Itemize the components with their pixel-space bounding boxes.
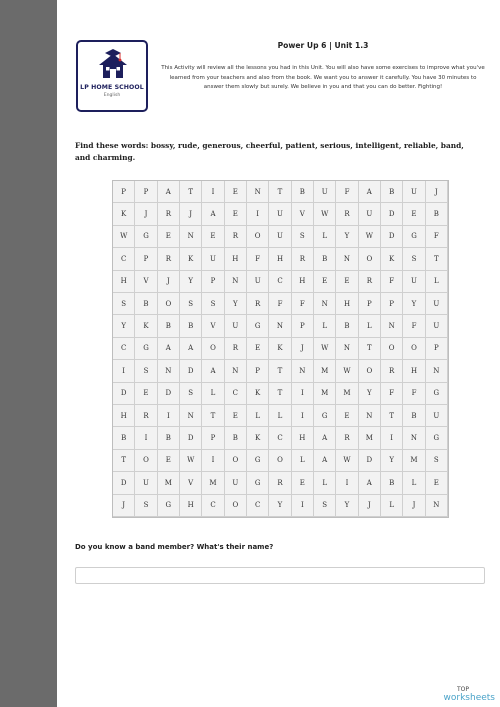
grid-cell[interactable]: I bbox=[292, 405, 314, 427]
grid-cell[interactable]: Y bbox=[180, 271, 202, 293]
grid-cell[interactable]: V bbox=[180, 472, 202, 494]
grid-cell[interactable]: K bbox=[247, 427, 269, 449]
grid-cell[interactable]: D bbox=[180, 427, 202, 449]
grid-cell[interactable]: Y bbox=[269, 495, 291, 517]
grid-cell[interactable]: F bbox=[336, 181, 358, 203]
grid-cell[interactable]: O bbox=[359, 360, 381, 382]
grid-cell[interactable]: H bbox=[336, 293, 358, 315]
grid-cell[interactable]: M bbox=[359, 427, 381, 449]
grid-cell[interactable]: K bbox=[381, 248, 403, 270]
grid-cell[interactable]: A bbox=[202, 360, 224, 382]
grid-cell[interactable]: G bbox=[426, 427, 448, 449]
grid-cell[interactable]: O bbox=[225, 495, 247, 517]
grid-cell[interactable]: U bbox=[225, 472, 247, 494]
word-search-instructions: Find these words: bossy, rude, generous, cheerful, patient, serious, intelligent, reliable, band, and charming. bbox=[75, 141, 464, 162]
grid-cell[interactable]: I bbox=[336, 472, 358, 494]
grid-cell[interactable]: U bbox=[225, 315, 247, 337]
grid-cell[interactable]: F bbox=[269, 293, 291, 315]
grid-cell[interactable]: Y bbox=[113, 315, 135, 337]
grid-cell[interactable]: H bbox=[269, 248, 291, 270]
grid-cell[interactable]: H bbox=[113, 271, 135, 293]
grid-cell[interactable]: R bbox=[336, 203, 358, 225]
grid-cell[interactable]: E bbox=[202, 226, 224, 248]
grid-cell[interactable]: E bbox=[225, 181, 247, 203]
grid-cell[interactable]: M bbox=[202, 472, 224, 494]
grid-cell[interactable]: L bbox=[381, 495, 403, 517]
grid-cell[interactable]: T bbox=[359, 338, 381, 360]
grid-cell[interactable]: J bbox=[292, 338, 314, 360]
grid-cell[interactable]: W bbox=[314, 203, 336, 225]
grid-cell[interactable]: R bbox=[158, 248, 180, 270]
grid-cell[interactable]: H bbox=[180, 495, 202, 517]
grid-cell[interactable]: S bbox=[135, 360, 157, 382]
grid-cell[interactable]: N bbox=[426, 495, 448, 517]
grid-cell[interactable]: J bbox=[180, 203, 202, 225]
grid-cell[interactable]: H bbox=[292, 271, 314, 293]
grid-cell[interactable]: L bbox=[269, 405, 291, 427]
grid-cell[interactable]: I bbox=[247, 203, 269, 225]
grid-cell[interactable]: W bbox=[113, 226, 135, 248]
grid-cell[interactable]: S bbox=[403, 248, 425, 270]
grid-cell[interactable]: G bbox=[135, 338, 157, 360]
grid-cell[interactable]: D bbox=[158, 383, 180, 405]
grid-cell[interactable]: R bbox=[247, 293, 269, 315]
grid-cell[interactable]: E bbox=[336, 271, 358, 293]
grid-cell[interactable]: C bbox=[269, 271, 291, 293]
grid-cell[interactable]: N bbox=[314, 293, 336, 315]
grid-cell[interactable]: V bbox=[202, 315, 224, 337]
grid-cell[interactable]: C bbox=[113, 248, 135, 270]
grid-cell[interactable]: B bbox=[180, 315, 202, 337]
grid-cell[interactable]: E bbox=[426, 472, 448, 494]
grid-cell[interactable]: T bbox=[269, 383, 291, 405]
grid-cell[interactable]: M bbox=[314, 360, 336, 382]
grid-cell[interactable]: V bbox=[292, 203, 314, 225]
grid-cell[interactable]: B bbox=[426, 203, 448, 225]
grid-cell[interactable]: A bbox=[359, 472, 381, 494]
grid-cell[interactable]: B bbox=[158, 315, 180, 337]
grid-cell[interactable]: I bbox=[113, 360, 135, 382]
grid-cell[interactable]: W bbox=[180, 450, 202, 472]
grid-cell[interactable]: O bbox=[247, 226, 269, 248]
grid-cell[interactable]: I bbox=[202, 181, 224, 203]
grid-cell[interactable]: W bbox=[359, 226, 381, 248]
grid-cell[interactable]: L bbox=[426, 271, 448, 293]
grid-cell[interactable]: P bbox=[381, 293, 403, 315]
page-title: Power Up 6 | Unit 1.3 bbox=[277, 41, 369, 50]
grid-cell[interactable]: O bbox=[225, 450, 247, 472]
grid-cell[interactable]: W bbox=[336, 450, 358, 472]
house-graduation-cap-icon bbox=[96, 48, 130, 82]
grid-cell[interactable]: B bbox=[314, 248, 336, 270]
grid-cell[interactable]: N bbox=[381, 315, 403, 337]
grid-cell[interactable]: N bbox=[336, 248, 358, 270]
grid-cell[interactable]: D bbox=[113, 472, 135, 494]
grid-cell[interactable]: E bbox=[403, 203, 425, 225]
grid-cell[interactable]: O bbox=[269, 450, 291, 472]
grid-cell[interactable]: P bbox=[292, 315, 314, 337]
grid-cell[interactable]: P bbox=[426, 338, 448, 360]
grid-cell[interactable]: S bbox=[113, 293, 135, 315]
grid-cell[interactable]: D bbox=[113, 383, 135, 405]
grid-cell[interactable]: K bbox=[269, 338, 291, 360]
logo-school-name: LP HOME SCHOOL bbox=[80, 84, 144, 91]
grid-cell[interactable]: K bbox=[135, 315, 157, 337]
grid-cell[interactable]: H bbox=[292, 427, 314, 449]
grid-cell[interactable]: L bbox=[314, 472, 336, 494]
grid-cell[interactable]: C bbox=[225, 383, 247, 405]
grid-cell[interactable]: E bbox=[225, 203, 247, 225]
grid-cell[interactable]: B bbox=[135, 293, 157, 315]
grid-cell[interactable]: A bbox=[314, 427, 336, 449]
intro-paragraph: This Activity will review all the lessons you had in this Unit. You will also have some exercises to improve what you've learned from your teachers and also from the book. We want you to answer it carefully. You have 30 minutes to answer them slowly but surely. We believe in you and that you can do better. Fighting! bbox=[161, 65, 485, 90]
grid-cell[interactable]: A bbox=[202, 203, 224, 225]
grid-cell[interactable]: N bbox=[180, 405, 202, 427]
grid-cell[interactable]: G bbox=[158, 495, 180, 517]
grid-cell[interactable]: O bbox=[202, 338, 224, 360]
grid-cell[interactable]: I bbox=[292, 383, 314, 405]
brand-top-text: TOP bbox=[456, 686, 469, 693]
grid-cell[interactable]: P bbox=[359, 293, 381, 315]
grid-cell[interactable]: R bbox=[336, 427, 358, 449]
grid-cell[interactable]: E bbox=[336, 405, 358, 427]
grid-cell[interactable]: Y bbox=[381, 450, 403, 472]
grid-cell[interactable]: E bbox=[135, 383, 157, 405]
grid-cell[interactable]: S bbox=[292, 226, 314, 248]
grid-cell[interactable]: P bbox=[202, 427, 224, 449]
grid-cell[interactable]: S bbox=[426, 450, 448, 472]
grid-cell[interactable]: M bbox=[403, 450, 425, 472]
grid-cell[interactable]: F bbox=[247, 248, 269, 270]
grid-cell[interactable]: G bbox=[247, 472, 269, 494]
grid-cell[interactable]: T bbox=[426, 248, 448, 270]
grid-cell[interactable]: U bbox=[135, 472, 157, 494]
grid-cell[interactable]: D bbox=[381, 203, 403, 225]
grid-cell[interactable]: R bbox=[292, 248, 314, 270]
grid-cell[interactable]: A bbox=[359, 181, 381, 203]
grid-cell[interactable]: T bbox=[113, 450, 135, 472]
grid-cell[interactable]: R bbox=[381, 360, 403, 382]
grid-cell[interactable]: U bbox=[403, 271, 425, 293]
grid-cell[interactable]: N bbox=[225, 360, 247, 382]
grid-cell[interactable]: J bbox=[426, 181, 448, 203]
grid-cell[interactable]: G bbox=[247, 315, 269, 337]
grid-cell[interactable]: T bbox=[180, 181, 202, 203]
grid-cell[interactable]: Y bbox=[403, 293, 425, 315]
grid-cell[interactable]: N bbox=[403, 427, 425, 449]
grid-cell[interactable]: H bbox=[225, 248, 247, 270]
grid-cell[interactable]: M bbox=[314, 383, 336, 405]
grid-cell[interactable]: L bbox=[314, 315, 336, 337]
logo-subtitle: English bbox=[103, 93, 121, 98]
grid-cell[interactable]: B bbox=[381, 181, 403, 203]
grid-cell[interactable]: C bbox=[113, 338, 135, 360]
grid-cell[interactable]: I bbox=[202, 450, 224, 472]
grid-cell[interactable]: M bbox=[158, 472, 180, 494]
grid-cell[interactable]: J bbox=[158, 271, 180, 293]
grid-cell[interactable]: E bbox=[314, 271, 336, 293]
grid-cell[interactable]: T bbox=[381, 405, 403, 427]
grid-cell[interactable]: N bbox=[247, 181, 269, 203]
grid-cell[interactable]: T bbox=[269, 181, 291, 203]
grid-cell[interactable]: P bbox=[135, 248, 157, 270]
grid-cell[interactable]: U bbox=[426, 293, 448, 315]
grid-cell[interactable]: P bbox=[202, 271, 224, 293]
grid-cell[interactable]: U bbox=[247, 271, 269, 293]
grid-cell[interactable]: F bbox=[426, 226, 448, 248]
grid-cell[interactable]: G bbox=[314, 405, 336, 427]
grid-cell[interactable]: Y bbox=[336, 495, 358, 517]
answer-input[interactable] bbox=[75, 567, 485, 584]
grid-cell[interactable]: L bbox=[359, 315, 381, 337]
grid-cell[interactable]: I bbox=[158, 405, 180, 427]
grid-cell[interactable]: P bbox=[247, 360, 269, 382]
grid-cell[interactable]: R bbox=[135, 405, 157, 427]
grid-cell[interactable]: R bbox=[359, 271, 381, 293]
grid-cell[interactable]: L bbox=[247, 405, 269, 427]
grid-cell[interactable]: C bbox=[202, 495, 224, 517]
grid-cell[interactable]: B bbox=[225, 427, 247, 449]
grid-cell[interactable]: K bbox=[180, 248, 202, 270]
grid-cell[interactable]: U bbox=[403, 181, 425, 203]
grid-cell[interactable]: R bbox=[158, 203, 180, 225]
grid-cell[interactable]: O bbox=[135, 450, 157, 472]
grid-cell[interactable]: O bbox=[359, 248, 381, 270]
grid-cell[interactable]: L bbox=[314, 226, 336, 248]
grid-cell[interactable]: F bbox=[403, 315, 425, 337]
grid-cell[interactable]: N bbox=[158, 360, 180, 382]
school-logo bbox=[76, 40, 148, 112]
grid-cell[interactable]: S bbox=[135, 495, 157, 517]
word-search-grid bbox=[112, 180, 449, 518]
grid-cell[interactable]: J bbox=[113, 495, 135, 517]
left-sidebar-strip bbox=[0, 0, 57, 707]
grid-cell[interactable]: A bbox=[180, 338, 202, 360]
grid-cell[interactable]: O bbox=[403, 338, 425, 360]
grid-cell[interactable]: B bbox=[381, 472, 403, 494]
grid-cell[interactable]: K bbox=[247, 383, 269, 405]
topworksheets-logo bbox=[444, 686, 495, 703]
grid-cell[interactable]: R bbox=[225, 338, 247, 360]
grid-cell[interactable]: K bbox=[113, 203, 135, 225]
grid-cell[interactable]: T bbox=[269, 360, 291, 382]
grid-cell[interactable]: U bbox=[269, 203, 291, 225]
grid-cell[interactable]: U bbox=[269, 226, 291, 248]
grid-cell[interactable]: Y bbox=[336, 226, 358, 248]
grid-cell[interactable]: I bbox=[381, 427, 403, 449]
grid-cell[interactable]: U bbox=[202, 248, 224, 270]
grid-cell[interactable]: F bbox=[292, 293, 314, 315]
grid-cell[interactable]: S bbox=[202, 293, 224, 315]
grid-cell[interactable]: N bbox=[180, 226, 202, 248]
grid-cell[interactable]: F bbox=[381, 383, 403, 405]
grid-cell[interactable]: E bbox=[225, 405, 247, 427]
grid-cell[interactable]: N bbox=[292, 360, 314, 382]
grid-cell[interactable]: H bbox=[403, 360, 425, 382]
grid-cell[interactable]: S bbox=[314, 495, 336, 517]
grid-cell[interactable]: L bbox=[202, 383, 224, 405]
grid-cell[interactable]: D bbox=[381, 226, 403, 248]
grid-cell[interactable]: N bbox=[225, 271, 247, 293]
grid-cell[interactable]: G bbox=[426, 383, 448, 405]
grid-cell[interactable]: T bbox=[202, 405, 224, 427]
grid-cell[interactable]: H bbox=[113, 405, 135, 427]
grid-cell[interactable]: A bbox=[158, 338, 180, 360]
grid-cell[interactable]: C bbox=[247, 495, 269, 517]
grid-cell[interactable]: J bbox=[403, 495, 425, 517]
grid-cell[interactable]: N bbox=[359, 405, 381, 427]
grid-cell[interactable]: G bbox=[403, 226, 425, 248]
grid-cell[interactable]: L bbox=[403, 472, 425, 494]
grid-cell[interactable]: R bbox=[269, 472, 291, 494]
grid-cell[interactable]: S bbox=[180, 383, 202, 405]
grid-cell[interactable]: B bbox=[336, 315, 358, 337]
grid-cell[interactable]: D bbox=[359, 450, 381, 472]
grid-cell[interactable]: U bbox=[426, 315, 448, 337]
grid-cell[interactable]: V bbox=[135, 271, 157, 293]
grid-cell[interactable]: B bbox=[113, 427, 135, 449]
grid-cell[interactable]: Y bbox=[225, 293, 247, 315]
grid-cell[interactable]: D bbox=[180, 360, 202, 382]
grid-cell[interactable]: P bbox=[135, 181, 157, 203]
grid-cell[interactable]: G bbox=[135, 226, 157, 248]
grid-cell[interactable]: B bbox=[158, 427, 180, 449]
grid-cell[interactable]: A bbox=[158, 181, 180, 203]
grid-cell[interactable]: O bbox=[381, 338, 403, 360]
grid-cell[interactable]: F bbox=[381, 271, 403, 293]
grid-cell[interactable]: E bbox=[247, 338, 269, 360]
grid-cell[interactable]: E bbox=[158, 450, 180, 472]
grid-cell[interactable]: C bbox=[269, 427, 291, 449]
grid-cell[interactable]: A bbox=[314, 450, 336, 472]
grid-cell[interactable]: W bbox=[336, 360, 358, 382]
grid-cell[interactable]: M bbox=[336, 383, 358, 405]
grid-cell[interactable]: N bbox=[426, 360, 448, 382]
brand-name-text: worksheets bbox=[443, 693, 495, 703]
grid-cell[interactable]: N bbox=[269, 315, 291, 337]
grid-cell[interactable]: R bbox=[225, 226, 247, 248]
grid-cell[interactable]: I bbox=[135, 427, 157, 449]
grid-cell[interactable]: L bbox=[292, 450, 314, 472]
grid-cell[interactable]: N bbox=[336, 338, 358, 360]
grid-cell[interactable]: P bbox=[113, 181, 135, 203]
grid-cell[interactable]: U bbox=[359, 203, 381, 225]
question-text: Do you know a band member? What's their name? bbox=[75, 543, 274, 551]
grid-cell[interactable]: O bbox=[158, 293, 180, 315]
grid-cell[interactable]: B bbox=[403, 405, 425, 427]
grid-cell[interactable]: B bbox=[292, 181, 314, 203]
grid-cell[interactable]: J bbox=[359, 495, 381, 517]
grid-cell[interactable]: W bbox=[314, 338, 336, 360]
grid-cell[interactable]: Y bbox=[359, 383, 381, 405]
grid-cell[interactable]: E bbox=[158, 226, 180, 248]
grid-cell[interactable]: G bbox=[247, 450, 269, 472]
grid-cell[interactable]: F bbox=[403, 383, 425, 405]
grid-cell[interactable]: I bbox=[292, 495, 314, 517]
grid-cell[interactable]: U bbox=[314, 181, 336, 203]
grid-cell[interactable]: E bbox=[292, 472, 314, 494]
grid-cell[interactable]: U bbox=[426, 405, 448, 427]
grid-cell[interactable]: S bbox=[180, 293, 202, 315]
grid-cell[interactable]: J bbox=[135, 203, 157, 225]
